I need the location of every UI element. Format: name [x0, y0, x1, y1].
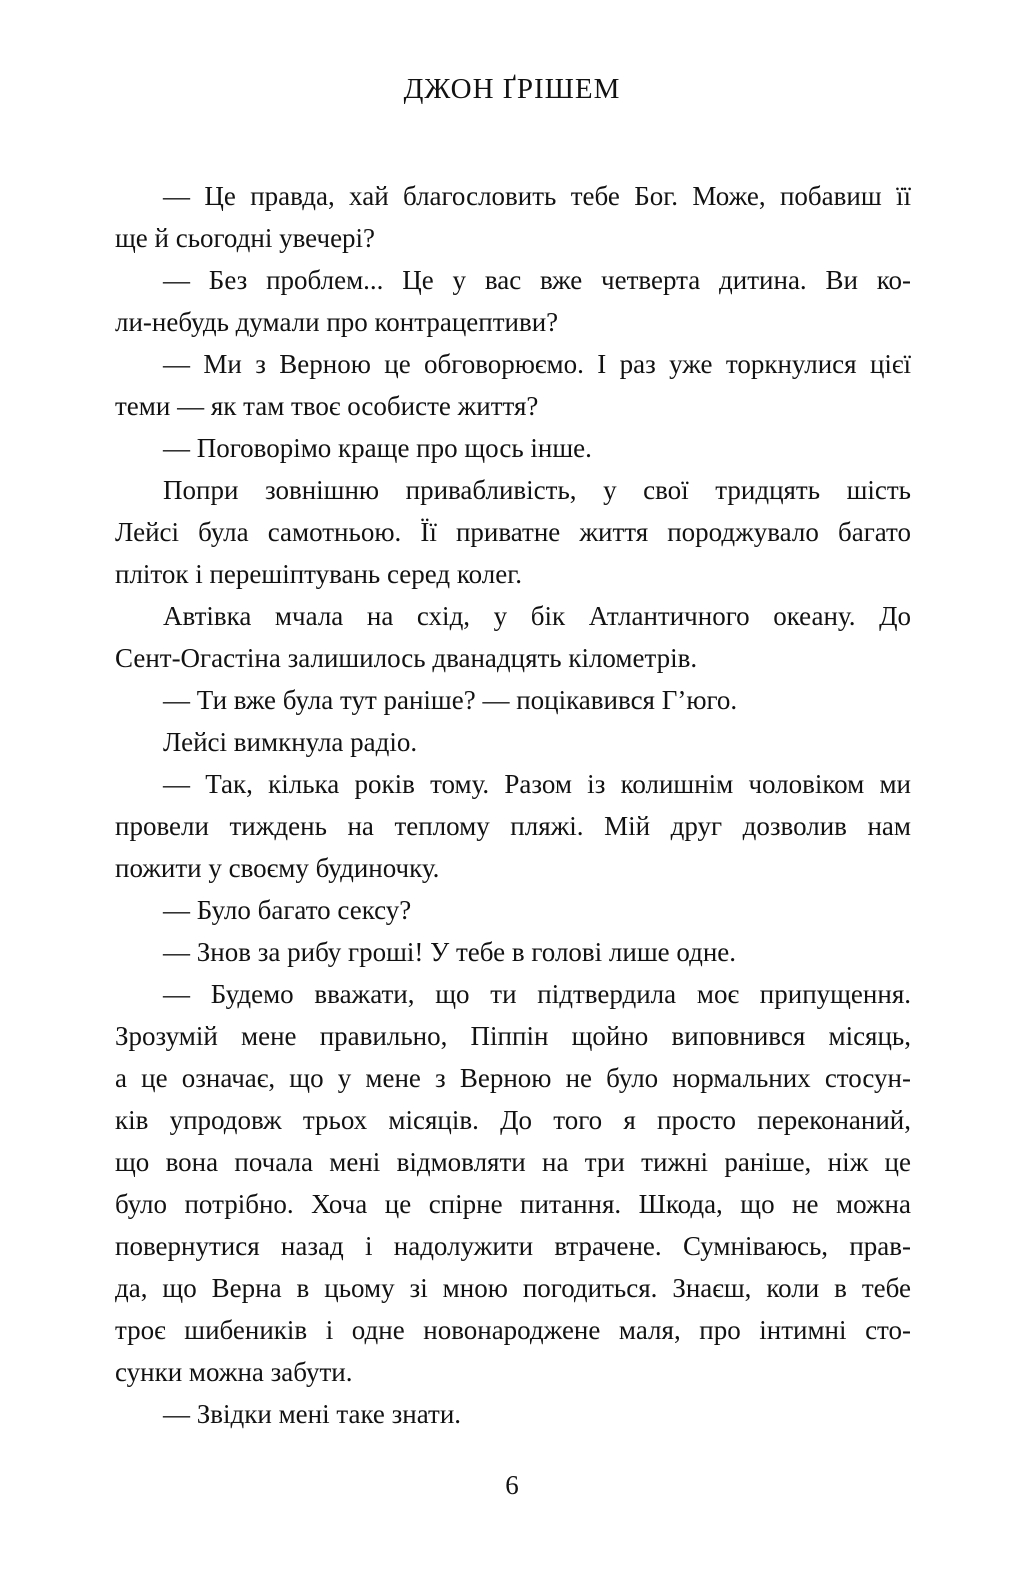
- text-line: теми — як там твоє особисте життя?: [115, 391, 539, 421]
- text-line: що вона почала мені відмовляти на три тижні раніше, ніж це: [115, 1147, 911, 1177]
- paragraph: [115, 343, 911, 427]
- text-line: ків упродовж трьох місяців. До того я просто переконаний,: [115, 1105, 911, 1135]
- text-line: — Було багато сексу?: [163, 895, 412, 925]
- text-line: Сент-Огастіна залишилось дванадцять кілометрів.: [115, 643, 698, 673]
- text-line: — Будемо вважати, що ти підтвердила моє припущення.: [163, 979, 911, 1009]
- text-line: — Без проблем... Це у вас вже четверта дитина. Ви ко-: [163, 265, 911, 295]
- text-line: сунки можна забути.: [115, 1357, 353, 1387]
- paragraph: [115, 889, 911, 931]
- text-line: пліток і перешіптувань серед колег.: [115, 559, 523, 589]
- paragraph: [115, 175, 911, 259]
- text-line: а це означає, що у мене з Верною не було нормальних стосун-: [115, 1063, 911, 1093]
- paragraph: [115, 259, 911, 343]
- text-line: провели тиждень на теплому пляжі. Мій друг дозволив нам: [115, 811, 911, 841]
- text-line: Зрозумій мене правильно, Піппін щойно виповнився місяць,: [115, 1021, 911, 1051]
- text-line: да, що Верна в цьому зі мною погодиться. Знаєш, коли в тебе: [115, 1273, 911, 1303]
- text-line: було потрібно. Хоча це спірне питання. Шкода, що не можна: [115, 1189, 911, 1219]
- text-line: Автівка мчала на схід, у бік Атлантичного океану. До: [163, 601, 911, 631]
- paragraph: [115, 595, 911, 679]
- text-line: Попри зовнішню привабливість, у свої тридцять шість: [163, 475, 911, 505]
- text-line: — Знов за рибу гроші! У тебе в голові лише одне.: [163, 937, 737, 967]
- text-line: ли-небудь думали про контрацептиви?: [115, 307, 559, 337]
- paragraph: [115, 1393, 911, 1435]
- paragraph: [115, 679, 911, 721]
- running-header: ДЖОН ҐРІШЕМ: [403, 73, 621, 105]
- paragraph: [115, 763, 911, 889]
- text-line: — Так, кілька років тому. Разом із колишнім чоловіком ми: [163, 769, 911, 799]
- page-number: 6: [505, 1470, 519, 1500]
- paragraph: [115, 931, 911, 973]
- text-line: — Звідки мені таке знати.: [163, 1399, 462, 1429]
- paragraph: [115, 469, 911, 595]
- paragraph: [115, 721, 911, 763]
- text-line: троє шибеників і одне новонароджене маля, про інтимні сто-: [115, 1315, 911, 1345]
- text-line: — Це правда, хай благословить тебе Бог. Може, побавиш її: [163, 181, 911, 211]
- text-line: — Поговорімо краще про щось інше.: [163, 433, 592, 463]
- text-line: Лейсі була самотньою. Її приватне життя породжувало багато: [115, 517, 911, 547]
- text-block: [115, 175, 911, 1435]
- text-line: пожити у своєму будиночку.: [115, 853, 440, 883]
- text-line: — Ти вже була тут раніше? — поцікавився Г’юго.: [163, 685, 738, 715]
- text-line: Лейсі вимкнула радіо.: [163, 727, 418, 757]
- text-line: ще й сьогодні увечері?: [115, 223, 376, 253]
- paragraph: [115, 973, 911, 1393]
- text-line: — Ми з Верною це обговорюємо. І раз уже торкнулися цієї: [163, 349, 911, 379]
- paragraph: [115, 427, 911, 469]
- text-line: повернутися назад і надолужити втрачене. Сумніваюсь, прав-: [115, 1231, 911, 1261]
